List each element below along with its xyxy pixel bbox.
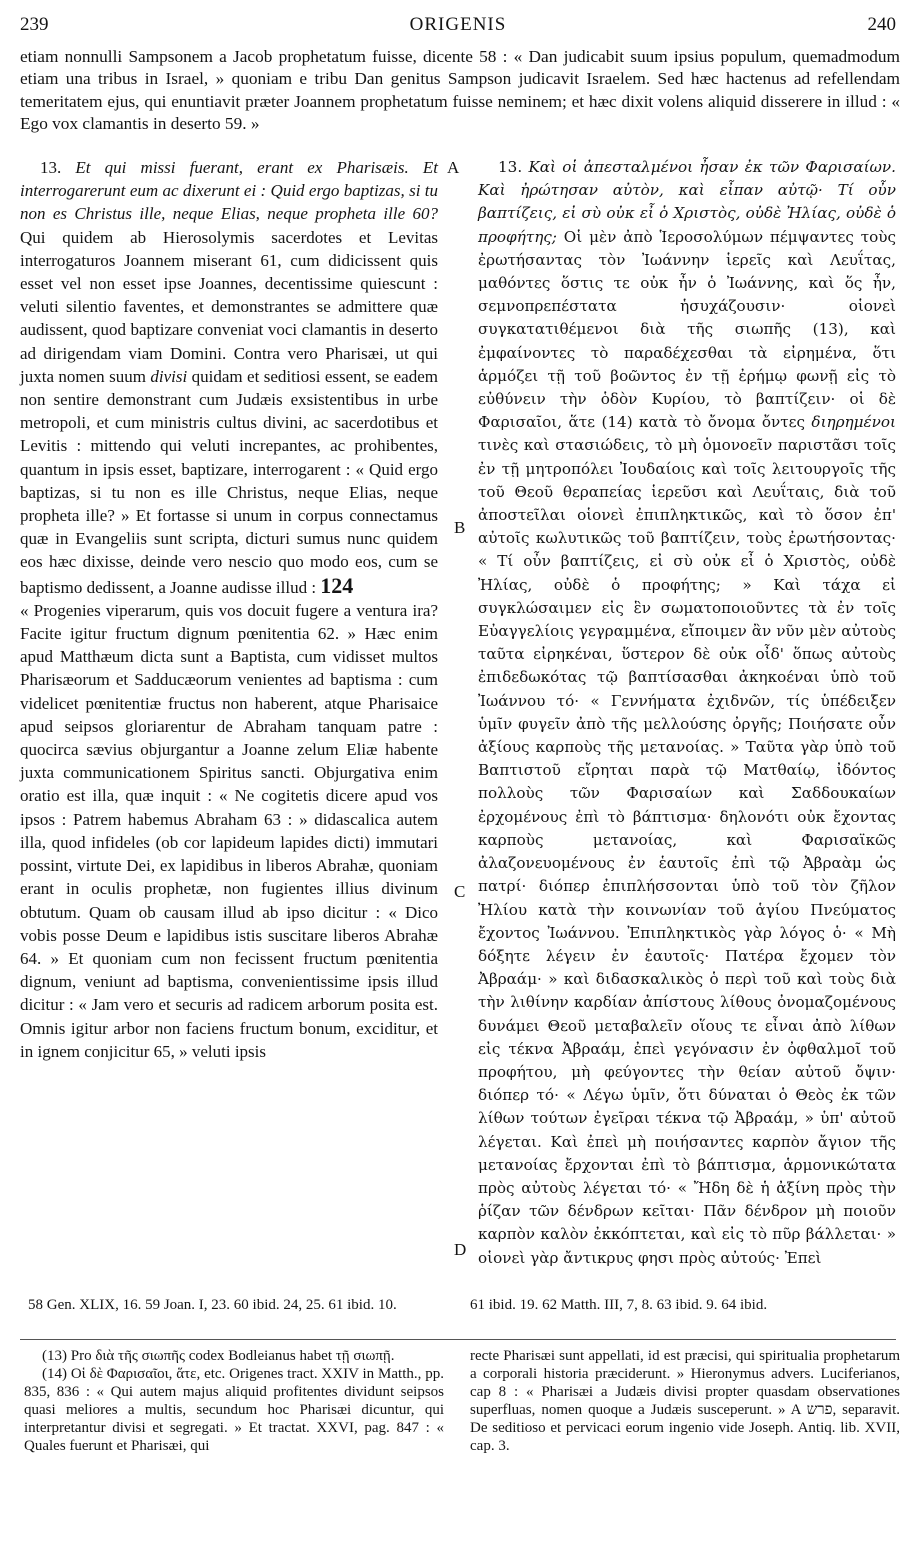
margin-letter-a: A (447, 158, 460, 177)
footnote-rule (20, 1339, 896, 1340)
greek-text: Οἱ μὲν ἀπὸ Ἱεροσολύμων πέμψαντες τοὺς ἐρωτήσαντας τὸν Ἰωάννην ἱερεῖς καὶ Λευΐτας, μαθόντες ὅστις τε οὐκ ἦν ὁ Ἰωάννης, καὶ ὅς ἦν, σεμνοπρεπέστατα ἡσυχάζουσιν· οἱονεὶ συγκατατιθέμενοι διὰ τῆς σιωπῆς (13), καὶ ἐμφαίνοντες τὸ παραδέχεσθαι τὰ εἰρημένα, ὅτι ἁρμόζει τῇ τοῦ βοῶντος ἐν τῇ ἐρήμῳ φωνῇ εἰς τὸ εὐθύνειν τὴν ὁδὸν Κυρίου, τὸ βαπτίζειν· οἱ δὲ Φαρισαῖοι, ἅτε (14) κατὰ τὸ ὄνομα ὄντες (478, 227, 896, 432)
latin-lemma: Et qui missi fuerant, erant ex Pharisæis. Et interrogarerunt eum ac dixerunt ei : Quid ergo baptizas, si tu non es Christus ille, neque Elias, neque propheta ille 60? (20, 158, 438, 224)
greek-lemma: Καὶ οἱ ἀπεσταλμένοι ἦσαν ἐκ τῶν Φαρισαίων. Καὶ ἠρώτησαν αὐτὸν, καὶ εἶπαν αὐτῷ· Τί οὖν βαπτίζεις, εἰ σὺ οὐκ εἶ ὁ Χριστὸς, οὐδὲ Ἠλίας, οὐδὲ ὁ προφήτης; (478, 158, 896, 246)
scripture-refs-left: 58 Gen. XLIX, 16. 59 Joan. I, 23. 60 ibid. 24, 25. 61 ibid. 10. (28, 1297, 397, 1313)
latin-section-number: 13. (40, 158, 76, 177)
greek-paragraph (478, 156, 896, 1270)
greek-column (478, 156, 896, 1270)
margin-letter-c: C (454, 882, 466, 901)
column-marker: 124 (320, 572, 354, 598)
intro-paragraph (20, 46, 900, 135)
greek-italic-word: διηρημένοι (811, 413, 896, 432)
latin-text: Qui quidem ab Hierosolymis sacerdotes et Levitas interrogaturos Joannem miserant 61, cum didicissent quis esset vel non esset ipse Joannes, decentissime quiescunt : veluti silentio faventes, et demonstrantes se admittere quæ audissent, quod baptizare conveniat voci clamantis in deserto ad dirigendam viam Domini. Contra vero Pharisæi, ut qui juxta nomen suum (20, 227, 438, 386)
footnote-continuation: recte Pharisæi sunt appellati, id est præcisi, qui spiritualia prophetarum a corporali historia præciderunt. » Hieronymus advers. Luciferianos, cap 8 : « Pharisæi a Judæis divisi propter quasdam observationes superfluas, nomen quoque a Judæis susceperunt. » A פרש, separavit. De seditioso et pervicaci eorum ingenio vide Joseph. Antiq. lib. XVII, cap. 3. (470, 1348, 901, 1454)
margin-letter-b: B (454, 518, 466, 537)
footnotes-right (470, 1347, 900, 1455)
latin-paragraph-1 (20, 156, 438, 599)
latin-column (20, 156, 438, 1063)
footnote-13: (13) Pro διὰ τῆς σιωπῆς codex Bodleianus habet τῇ σιωπῇ. (42, 1348, 395, 1364)
latin-text-cont: quidam et seditiosi essent, se eadem non sentire demonstrant cum Judæis exsistentibus in urbe metropoli, et cum ministris cultus divini, ac sacerdotibus et Levitis : mittendo qui veluti increpantes, ac prohibentes, quantum in ipsis esset, baptizare, interrogarent : « Quid ergo baptizas, si tu non es ille Christus, neque Elias, neque propheta ille? » Et fortasse si unum in corpus connectamus quæ in Evangeliis sunt scripta, dicturi sumus nunc quidem eos hæc dixisse, deinde vero nescio quo modo eos, cum se baptismo dedissent, a Joanne audisse illud : (20, 366, 438, 597)
footnotes-left (24, 1347, 444, 1455)
latin-italic-word: divisi (150, 366, 192, 386)
scripture-refs-right: 61 ibid. 19. 62 Matth. III, 7, 8. 63 ibid. 9. 64 ibid. (470, 1297, 768, 1313)
greek-section-number: 13. (498, 158, 529, 176)
running-title: ORIGENIS (409, 14, 507, 35)
footnote-14: (14) Οἱ δὲ Φαρισαῖοι, ἅτε, etc. Origenes tract. XXIV in Matth., pp. 835, 836 : « Qui autem majus aliquid profitentes dividunt seipsos quasi meliores a multis, secundum hoc Pharisæi dicuntur, qui interpretantur divisi et segregati. » Et tractat. XXVI, pag. 847 : « Quales fuerunt et Pharisæi, qui (24, 1366, 444, 1454)
latin-paragraph-2: « Progenies viperarum, quis vos docuit fugere a ventura ira? Facite igitur fructum dignum pœnitentia 62. » Hæc enim apud Matthæum dicta sunt a Baptista, cum vidisset multos Pharisæorum et Sadducæorum venientes ad baptisma : cum videlicet pœnitentiæ fructus non haberent, atque Pharisaice apud seipsos gloriarentur de Abraham tanquam patre : quocirca sævius objurgantur a Joanne zelum Eliæ habente juxta communicationem Spiritus sancti. Objurgativa enim oratio est illa, quæ inquit : « Ne cogitetis dicere apud vos ipsos : Patrem habemus Abraham 63 : » didascalica autem illa, quod infideles (ob cor lapideum lapides dicti) immutari possint, virtute Dei, ex lapidibus in liberos Abrahæ, quoniam erant in oculis prophetæ, non fugientes illius divinum obtutum. Quam ob causam illud ab ipso dicitur : « Dico vobis posse Deum e lapidibus istis suscitare liberos Abrahæ 64. » Et quoniam cum non fecissent fructum pœnitentia dignum, veniunt ad baptisma, convenientissime ipsis illud dicitur : « Jam vero et securis ad radicem arborum posita est. Omnis igitur arbor non faciens fructum bonum, exciditur, et in ignem conjicitur 65, » veluti ipsis (20, 600, 438, 1061)
page-number-right: 240 (867, 14, 896, 35)
intro-text: etiam nonnulli Sampsonem a Jacob prophetatum fuisse, dicente 58 : « Dan judicabit suum ipsius populum, quemadmodum etiam una tribus in Israel, » quoniam e tribu Dan genitus Sampson judicavit Israelem. Sed hæc hactenus ad refellendam temeritatem ejus, qui enuntiavit præter Joannem prophetatum fuisse neminem; et hæc dixit volens aliquid disserere in illud : « Ego vox clamantis in deserto 59. » (20, 47, 900, 133)
page-number-left: 239 (20, 14, 49, 35)
margin-letter-d: D (454, 1240, 467, 1259)
running-header (16, 14, 900, 44)
greek-text-cont: τινὲς καὶ στασιώδεις, τὸ μὴ ὁμονοεῖν παριστᾶσι τοῖς ἐν τῇ μητροπόλει Ἰουδαίοις καὶ τοῖς λειτουργοῖς τῆς τοῦ Θεοῦ θεραπείας ἱερεῦσι καὶ Λευΐταις, διὰ τοῦ ἀποστεῖλαι οἱονεὶ ἐπιπληκτικῶς, καὶ τὸ ὅσον ἐπ' αὐτοῖς κωλυτικῶς τοῦ βαπτίζειν, τοὺς ἐρωτήσοντας· « Τί οὖν βαπτίζεις, εἰ σὺ οὐκ εἶ ὁ Χριστὸς, οὐδὲ Ἠλίας, οὐδὲ ὁ προφήτης; » Καὶ τάχα εἰ συγκλώσαιμεν εἰς ἓν σωματοποιοῦντες τὰ ἐν τοῖς Εὐαγγελίοις γεγραμμένα, εἴποιμεν ἂν νῦν μὲν αὐτοὺς ταῦτα εἰρηκέναι, ὕστερον δὲ οὐκ οἶδ' ὅπως αὐτοὺς ἐπιδεδωκότας τῷ βαπτίσασθαι ἀκηκοέναι ὑπὸ τοῦ Ἰωάννου τό· « Γεννήματα ἐχιδνῶν, τίς ὑπέδειξεν ὑμῖν φυγεῖν ἀπὸ τῆς μελλούσης ὀργῆς; Ποιήσατε οὖν ἀξίους καρποὺς τῆς μετανοίας. » Ταῦτα γὰρ ὑπὸ τοῦ Βαπτιστοῦ εἴρηται παρὰ τῷ Ματθαίῳ, ἰδόντος πολλοὺς τῶν Φαρισαίων καὶ Σαδδουκαίων ἐρχομένους ἐπὶ τὸ βάπτισμα· δηλονότι οὐκ ἔχοντας καρποὺς μετανοίας, καὶ Φαρισαϊκῶς ἀλαζονευομένους ἐν ἑαυτοῖς ἐπὶ τῷ Ἀβραὰμ ὡς πατρί· διόπερ ἐπιπλήσσονται ὑπὸ τοῦ τὸν ζῆλον Ἠλίου κατὰ τὴν κοινωνίαν τοῦ ἁγίου Πνεύματος ἔχοντος Ἰωάννου. Ἐπιπληκτικὸς γὰρ λόγος ὁ· « Μὴ δόξητε λέγειν ἐν ἑαυτοῖς· Πατέρα ἔχομεν τὸν Ἀβραάμ· » καὶ διδασκαλικὸς ὁ περὶ τοῦ καὶ τοὺς διὰ τὴν λιθίνην καρδίαν ἀπίστους λίθους ὀνομαζομένους δυνάμει Θεοῦ μεταβαλεῖν οἵους τε εἶναι ἀπὸ λίθων εἰς τέκνα Ἀβραάμ, ἐπεὶ γεγόνασιν ἐν ὀφθαλμοῖ τοῦ προφήτου, μὴ φεύγοντες τὴν θείαν αὐτοῦ ὄψιν· διόπερ τό· « Λέγω ὑμῖν, ὅτι δύναται ὁ Θεὸς ἐκ τῶν λίθων τούτων ἐγεῖραι τέκνα τῷ Ἀβραάμ, » ὑπ' αὐτοῦ λέγεται. Καὶ ἐπεὶ μὴ ποιήσαντες καρπὸν ἄγιον τῆς μετανοίας ἔρχονται ἐπὶ τὸ βάπτισμα, ἁρμονικώτατα πρὸς αὐτοὺς λέγεται τό· « Ἤδη δὲ ἡ ἀξίνη πρὸς τὴν ῥίζαν τῶν δένδρων κεῖται· Πᾶν δένδρον μὴ ποιοῦν καρπὸν καλὸν ἐκκόπτεται, καὶ εἰς τὸ πῦρ βάλλεται· » οἱονεὶ γὰρ ἄντικρυς φησι πρὸς αὐτούς· Ἐπεὶ (478, 436, 896, 1267)
